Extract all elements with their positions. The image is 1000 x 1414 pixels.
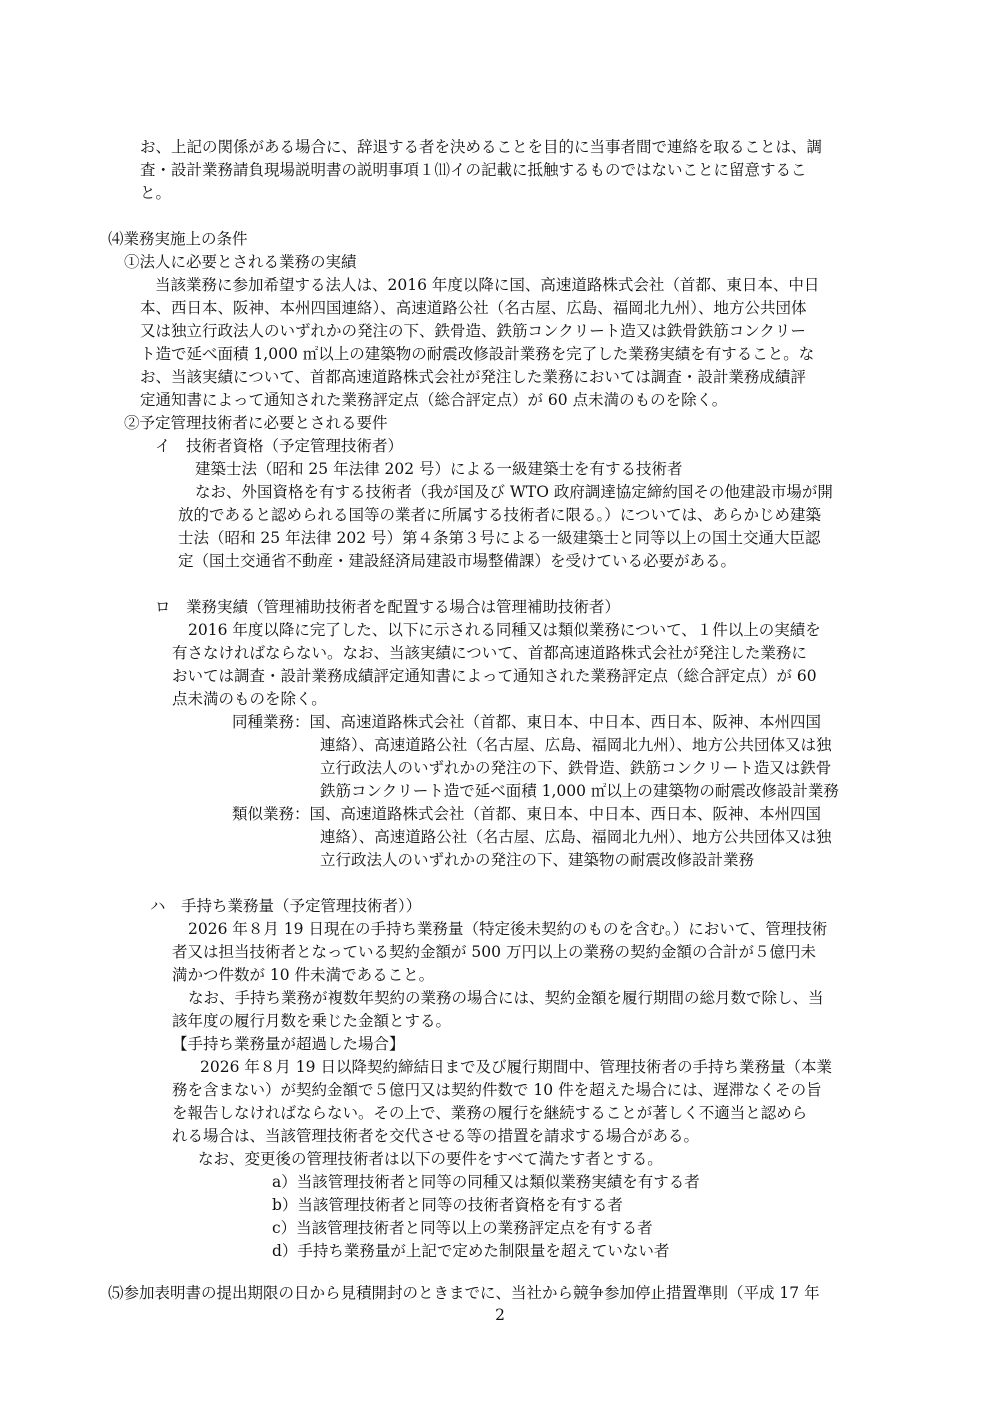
text-line: 鉄筋コンクリート造で延べ面積 1,000 ㎡以上の建築物の耐震改修設計業務 [320, 782, 839, 800]
list-item: a）当該管理技術者と同等の同種又は類似業務実績を有する者 [272, 1173, 700, 1191]
text-line: 又は独立行政法人のいずれかの発注の下、鉄骨造、鉄筋コンクリート造又は鉄骨鉄筋コンクリー [140, 322, 806, 340]
list-item: c）当該管理技術者と同等以上の業務評定点を有する者 [272, 1219, 653, 1237]
text-line: 士法（昭和 25 年法律 202 号）第４条第３号による一級建築士と同等以上の国土交通大臣認 [178, 529, 821, 547]
list-item: d）手持ち業務量が上記で定めた制限量を超えていない者 [272, 1242, 670, 1260]
item-heading: イ 技術者資格（予定管理技術者） [155, 437, 404, 455]
text-line: 定（国土交通省不動産・建設経済局建設市場整備課）を受けている必要がある。 [178, 552, 737, 570]
text-line: おいては調査・設計業務成績評定通知書によって通知された業務評定点（総合評定点）が 60 [172, 667, 817, 685]
list-item: b）当該管理技術者と同等の技術者資格を有する者 [272, 1196, 623, 1214]
text-line: なお、外国資格を有する技術者（我が国及び WTO 政府調達協定締約国その他建設市場が開 [195, 483, 833, 501]
text-line: 該年度の履行月数を乗じた金額とする。 [172, 1012, 452, 1030]
text-line: 2016 年度以降に完了した、以下に示される同種又は類似業務について、１件以上の実績を [188, 621, 821, 639]
text-line: れる場合は、当該管理技術者を交代させる等の措置を請求する場合がある。 [172, 1127, 700, 1145]
text-line: 類似業務：国、高速道路株式会社（首都、東日本、中日本、西日本、阪神、本州四国 [232, 805, 822, 823]
text-line: 立行政法人のいずれかの発注の下、鉄骨造、鉄筋コンクリート造又は鉄骨 [320, 759, 832, 777]
text-line: お、上記の関係がある場合に、辞退する者を決めることを目的に当事者間で連絡を取ることは、調 [140, 138, 823, 156]
text-line: 本、西日本、阪神、本州四国連絡）、高速道路公社（名古屋、広島、福岡北九州）、地方公共団体 [140, 299, 807, 317]
text-line: お、当該実績について、首都高速道路株式会社が発注した業務においては調査・設計業務成績評 [140, 368, 806, 386]
subsection-heading: ①法人に必要とされる業務の実績 [124, 253, 357, 271]
text-line: ト造で延べ面積 1,000 ㎡以上の建築物の耐震改修設計業務を完了した業務実績を有すること。な [140, 345, 815, 363]
text-line: 務を含まない）が契約金額で５億円又は契約件数で 10 件を超えた場合には、遅滞なくその旨 [172, 1081, 822, 1099]
text-line: 2026 年８月 19 日現在の手持ち業務量（特定後未契約のものを含む。）において、管理技術 [188, 920, 828, 938]
section-heading: ⑸参加表明書の提出期限の日から見積開封のときまでに、当社から競争参加停止措置準則（平成 17 年 [108, 1284, 820, 1302]
text-line: 2026 年８月 19 日以降契約締結日まで及び履行期間中、管理技術者の手持ち業務量（本業 [200, 1058, 832, 1076]
item-heading: ハ 手持ち業務量（予定管理技術者）） [150, 897, 422, 915]
text-line: 有さなければならない。なお、当該実績について、首都高速道路株式会社が発注した業務に [172, 644, 807, 662]
text-line: 連絡）、高速道路公社（名古屋、広島、福岡北九州）、地方公共団体又は独 [320, 736, 832, 754]
text-line: なお、変更後の管理技術者は以下の要件をすべて満たす者とする。 [198, 1150, 663, 1168]
text-line: 当該業務に参加希望する法人は、2016 年度以降に国、高速道路株式会社（首都、東日本、中日 [155, 276, 820, 294]
text-line: 点未満のものを除く。 [172, 690, 327, 708]
item-heading: ロ 業務実績（管理補助技術者を配置する場合は管理補助技術者） [155, 598, 621, 616]
subsection-heading: ②予定管理技術者に必要とされる要件 [124, 414, 388, 432]
text-line: と。 [140, 184, 172, 202]
text-line: 満かつ件数が 10 件未満であること。 [172, 966, 435, 984]
section-heading: ⑷業務実施上の条件 [108, 230, 248, 248]
text-line: 【手持ち業務量が超過した場合】 [172, 1035, 405, 1053]
text-line: 連絡）、高速道路公社（名古屋、広島、福岡北九州）、地方公共団体又は独 [320, 828, 832, 846]
text-line: を報告しなければならない。その上で、業務の履行を継続することが著しく不適当と認めら [172, 1104, 808, 1122]
text-line: なお、手持ち業務が複数年契約の業務の場合には、契約金額を履行期間の総月数で除し、当 [188, 989, 824, 1007]
text-line: 定通知書によって通知された業務評定点（総合評定点）が 60 点未満のものを除く。 [140, 391, 728, 409]
text-line: 同種業務：国、高速道路株式会社（首都、東日本、中日本、西日本、阪神、本州四国 [232, 713, 822, 731]
text-line: 放的であると認められる国等の業者に所属する技術者に限る。）については、あらかじめ建築 [178, 506, 821, 524]
text-line: 建築士法（昭和 25 年法律 202 号）による一級建築士を有する技術者 [195, 460, 683, 478]
page-number: 2 [495, 1306, 505, 1324]
text-line: 立行政法人のいずれかの発注の下、建築物の耐震改修設計業務 [320, 851, 755, 869]
text-line: 者又は担当技術者となっている契約金額が 500 万円以上の業務の契約金額の合計が５億円未 [172, 943, 816, 961]
text-line: 査・設計業務請負現場説明書の説明事項１⑾イの記載に抵触するものではないことに留意するこ [140, 161, 807, 179]
